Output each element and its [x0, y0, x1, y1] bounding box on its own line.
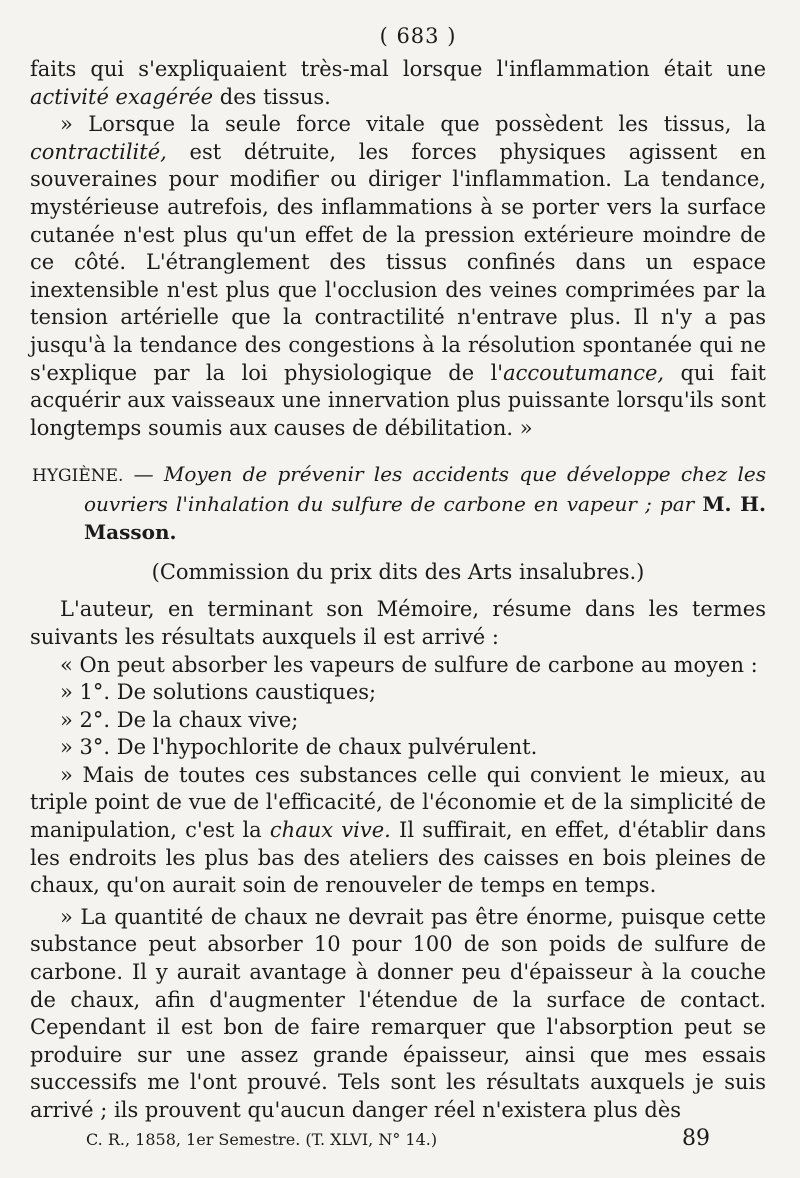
text-run: » Lorsque la seule force vitale que possèdent les tissus, la	[60, 112, 766, 137]
commission-note: (Commission du prix dits des Arts insalubres.)	[151, 560, 645, 585]
text-run: qui fait acquérir aux vaisseaux une innervation plus puissante lorsqu'ils sont longtemps soumis aux causes de débilitation. »	[30, 360, 766, 440]
section-label: HYGIÈNE.	[32, 466, 124, 487]
page-footer	[86, 1126, 710, 1151]
paragraph-3: L'auteur, en terminant son Mémoire, résume dans les termes suivants les résultats auxquels il est arrivé :	[30, 597, 766, 649]
italic-run: chaux vive.	[269, 818, 391, 843]
paragraph-1	[30, 56, 766, 111]
footer-reference: C. R., 1858, 1er Semestre. (T. XLVI, N° 14.)	[86, 1130, 438, 1149]
list-item: « On peut absorber les vapeurs de sulfure de carbone au moyen :	[60, 652, 758, 677]
list-item: » 1°. De solutions caustiques;	[60, 680, 377, 705]
text-run: est détruite, les forces physiques agissent en souveraines pour modifier ou diriger l'inflammation. La tendance, mystérieuse autrefois, des inflammations à se porter vers la surface cutanée n'est plus qu'un effet de la pression extérieure moindre de ce côté. L'étranglement des tissus confinés dans un espace inextensible n'est plus que l'occlusion des veines comprimées par la tension artérielle que la contractilité n'entrave plus. Il n'y a pas jusqu'à la tendance des congestions à la résolution spontanée qui ne s'explique par la loi physiologique de l'	[30, 139, 766, 385]
paragraph-4	[30, 762, 766, 900]
method-list	[30, 652, 766, 762]
page-number: ( 683 )	[379, 24, 457, 48]
paragraph-5: » La quantité de chaux ne devrait pas être énorme, puisque cette substance peut absorber 10 pour 100 de son poids de sulfure de carbone. Il y aurait avantage à donner peu d'épaisseur à la couche de chaux, afin d'augmenter l'étendue de la surface de contact. Cependant il est bon de faire remarquer que l'absorption peut se produire sur une assez grande épaisseur, ainsi que mes essais successifs me l'ont prouvé. Tels sont les résultats auxquels je suis arrivé ; ils prouvent qu'aucun danger réel n'existera plus dès	[30, 904, 766, 1122]
text-run: Il suffirait, en effet, d'établir dans les endroits les plus bas des ateliers des caisses en bois pleines de chaux, qu'on aurait soin de renouveler de temps en temps.	[30, 818, 766, 898]
text-run: des tissus.	[213, 84, 331, 109]
list-item: » 2°. De la chaux vive;	[60, 707, 299, 732]
list-item: » 3°. De l'hypochlorite de chaux pulvérulent.	[60, 735, 538, 760]
section-title: — Moyen de prévenir les accidents que développe chez les ouvriers l'inhalation du sulfure de carbone en vapeur ; par	[84, 462, 766, 517]
text-run: » Mais de toutes ces substances celle qui convient le mieux, au triple point de vue de l'efficacité, de l'économie et de la simplicité de manipulation, c'est la	[30, 762, 766, 843]
sheet-number: 89	[682, 1126, 710, 1151]
paragraph-2	[30, 111, 766, 442]
italic-run: contractilité,	[30, 139, 167, 164]
section-heading-hygiene	[32, 460, 766, 546]
italic-run: accoutumance,	[503, 360, 665, 385]
text-run: faits qui s'expliquaient très-mal lorsque l'inflammation était une	[30, 57, 766, 81]
author-name: M. H. Masson.	[84, 492, 766, 545]
italic-run: activité exagérée	[30, 84, 214, 109]
